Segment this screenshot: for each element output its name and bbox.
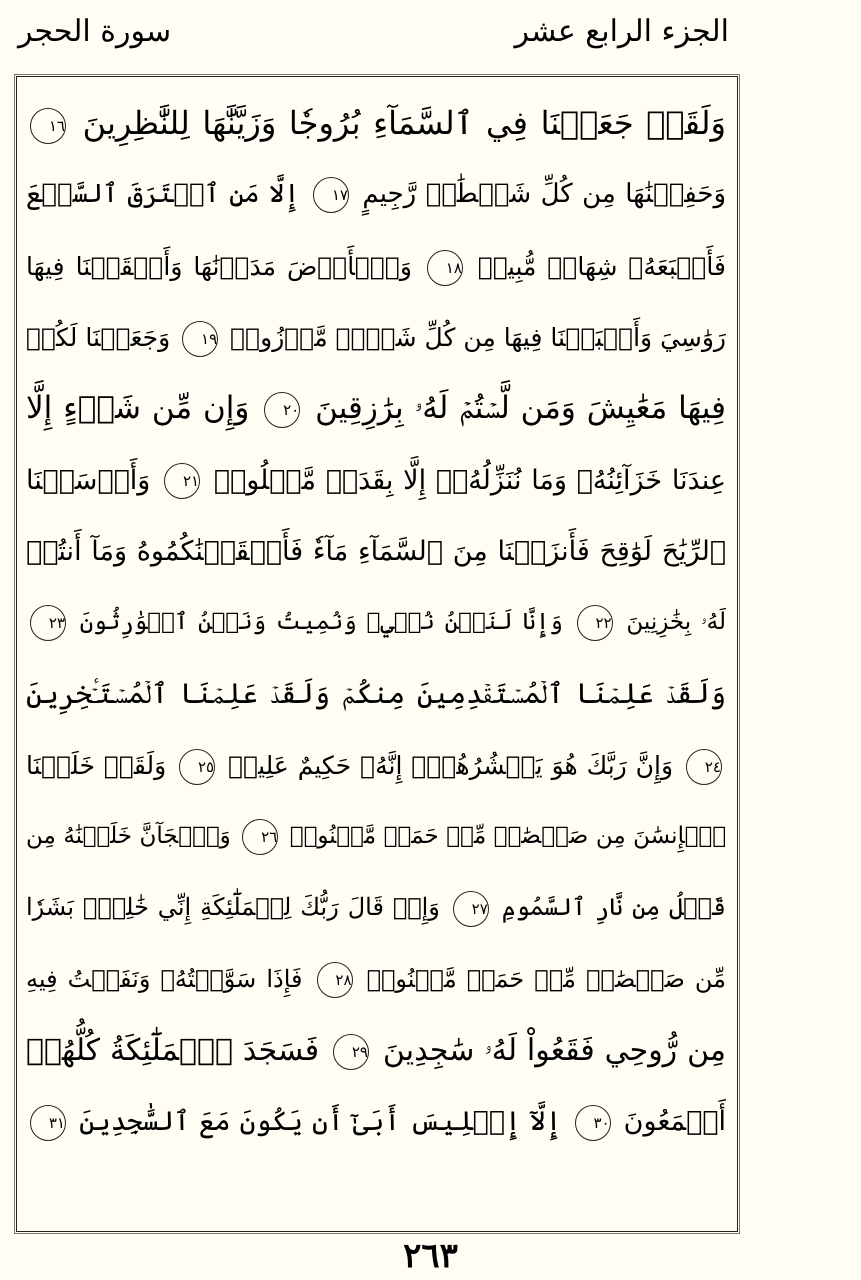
text-line [26,516,726,587]
verse-text: وَٱلۡجَآنَّ خَلَقۡنَٰهُ مِن [26,823,239,849]
verse-text: وَإِذۡ قَالَ رَبُّكَ لِلۡمَلَٰٓئِكَةِ إِنِّي خَٰلِقُۢ بَشَرٗا [26,893,449,922]
text-line [26,658,726,729]
quran-text-block [16,88,738,1228]
text-line [26,801,726,872]
verse-text: إِلَّا مَنِ ٱسۡتَرَقَ ٱلسَّمۡعَ [26,179,309,210]
ayah-number-marker: ٢٨ [317,962,353,998]
verse-text: رَوَٰسِيَ وَأَنۢبَتۡنَا فِيهَا مِن كُلِّ شَيۡءٖ مَّوۡزُونٖ [222,322,726,352]
ayah-number-marker: ٢٩ [333,1034,369,1070]
verse-text: فَسَجَدَ ٱلۡمَلَٰٓئِكَةُ كُلُّهُمۡ [26,1032,329,1068]
ayah-number-marker: ٢١ [164,463,200,499]
ayah-number-marker: ٣١ [30,1105,66,1141]
verse-text: وَأَرۡسَلۡنَا [26,464,161,496]
ayah-number-marker: ٢٧ [453,891,489,927]
ayah-number-marker: ٢٣ [30,605,66,641]
verse-text: وَجَعَلۡنَا لَكُمۡ [26,322,179,352]
ayah-number-marker: ٢٠ [264,392,300,428]
verse-text: وَلَقَدۡ جَعَلۡنَا فِي ٱلسَّمَآءِ بُرُوجٗا وَزَيَّنَّٰهَا لِلنَّٰظِرِينَ [70,104,726,142]
text-line [26,587,726,658]
verse-text: فَإِذَا سَوَّيۡتُهُۥ وَنَفَخۡتُ فِيهِ [26,964,313,993]
juz-title: الجزء الرابع عشر [514,14,729,49]
verse-text: وَلَقَدۡ خَلَقۡنَا [26,750,176,780]
ayah-number-marker: ١٧ [313,177,349,213]
text-line [26,302,726,373]
ayah-number-marker: ٢٦ [242,819,278,855]
text-line [26,445,726,516]
verse-text: مِّن صَلۡصَٰلٖ مِّنۡ حَمَإٖ مَّسۡنُونٖ [356,964,726,993]
surah-title: سورة الحجر [18,14,172,49]
verse-text: عِندَنَا خَزَآئِنُهُۥ وَمَا نُنَزِّلُهُۥٓ إِلَّا بِقَدَرٖ مَّعۡلُومٖ [204,464,726,496]
ayah-number-marker: ٣٠ [575,1105,611,1141]
verse-text: وَإِن مِّن شَيۡءٍ إِلَّا [26,390,261,427]
ayah-number-marker: ٢٥ [179,749,215,785]
verse-text: مِن رُّوحِي فَقَعُواْ لَهُۥ سَٰجِدِينَ [373,1032,726,1068]
verse-text: فَأَتۡبَعَهُۥ شِهَابٞ مُّبِينٞ [466,251,726,281]
text-line [26,373,726,444]
ayah-number-marker: ٢٢ [577,605,613,641]
verse-text: فِيهَا مَعَٰيِشَ وَمَن لَّسۡتُمۡ لَهُۥ بِرَٰزِقِينَ [304,390,726,427]
verse-text: لَهُۥ بِخَٰزِنِينَ [616,609,726,636]
text-line [26,159,726,230]
text-line [26,1086,726,1157]
ayah-number-marker: ٢٤ [686,749,722,785]
text-line [26,231,726,302]
verse-text: وَلَقَدۡ عَلِمۡنَا ٱلۡمُسۡتَقۡدِمِينَ مِنكُمۡ وَلَقَدۡ عَلِمۡنَا ٱلۡمُسۡتَـٔۡخِرِينَ [26,677,726,711]
text-line [26,872,726,943]
page-number: ٢٦٣ [403,1236,458,1276]
verse-text: ٱلرِّيَٰحَ لَوَٰقِحَ فَأَنزَلۡنَا مِنَ ٱلسَّمَآءِ مَآءٗ فَأَسۡقَيۡنَٰكُمُوهُ وَمَآ أَنتُمۡ [26,535,726,567]
page-header [0,0,861,70]
ayah-number-marker: ١٨ [427,250,463,286]
text-line [26,730,726,801]
text-line [26,1015,726,1086]
verse-text: وَإِنَّا لَنَحۡنُ نُحۡيِۦ وَنُمِيتُ وَنَحۡنُ ٱلۡوَٰرِثُونَ [70,609,573,636]
verse-text: ٱلۡإِنسَٰنَ مِن صَلۡصَٰلٖ مِّنۡ حَمَإٖ مَّسۡنُونٖ [282,823,726,849]
verse-text: قَبۡلُ مِن نَّارِ ٱلسَّمُومِ [492,893,726,922]
text-line [26,88,726,159]
verse-text: أَجۡمَعُونَ [614,1106,726,1138]
text-line [26,944,726,1015]
verse-text: وَٱلۡأَرۡضَ مَدَدۡنَٰهَا وَأَلۡقَيۡنَا فِيهَا [26,251,423,281]
verse-text: إِلَّآ إِبۡلِيسَ أَبَىٰٓ أَن يَكُونَ مَعَ ٱلسَّٰجِدِينَ [70,1106,571,1138]
verse-text: وَإِنَّ رَبَّكَ هُوَ يَحۡشُرُهُمۡۚ إِنَّهُۥ حَكِيمٌ عَلِيمٞ [219,750,682,780]
verse-text: وَحَفِظۡنَٰهَا مِن كُلِّ شَيۡطَٰنٖ رَّجِيمٍ [352,179,726,210]
ayah-number-marker: ١٩ [182,321,218,357]
ayah-number-marker: ١٦ [30,108,66,144]
